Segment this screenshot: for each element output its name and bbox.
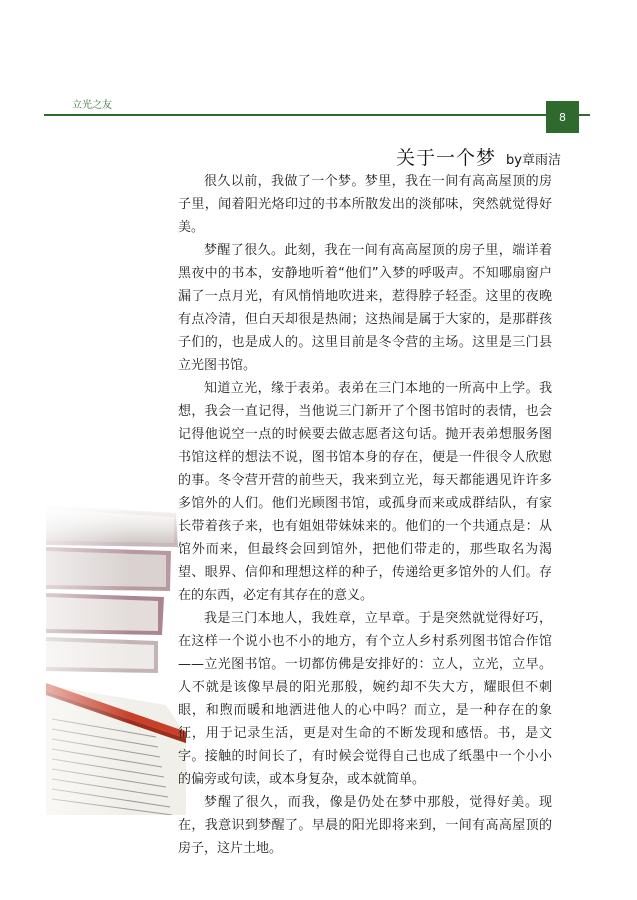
article-byline: by章雨洁 <box>506 153 561 168</box>
books-and-pencil-photo <box>46 505 186 815</box>
article-body <box>178 170 552 860</box>
article-paragraph: 我是三门本地人，我姓章，立早章。于是突然就觉得好巧，在这样一个说小也不小的地方，有个立人乡村系列图书馆合作馆——立光图书馆。一切都仿佛是安排好的：立人，立光，立早。人不就是该像早晨的阳光那般，婉约却不失大方，耀眼但不刺眼，和煦而暖和地洒进他人的心中吗？而立，是一种存在的象征，用于记录生活，更是对生命的不断发现和感悟。书，是文字。接触的时间长了，有时候会觉得自己也成了纸墨中一个小小的偏旁或句读，或本身复杂，或本就简单。 <box>178 611 552 787</box>
article-title: 关于一个梦 <box>396 147 497 169</box>
books-illustration <box>46 505 186 815</box>
article-title-line <box>396 143 561 170</box>
page-number: 8 <box>559 110 566 124</box>
header-section-label: 立光之友 <box>72 100 112 111</box>
article-paragraph: 梦醒了很久，而我，像是仍处在梦中那般，觉得好美。现在，我意识到梦醒了。早晨的阳光即将来到，一间有高高屋顶的房子，这片土地。 <box>178 795 552 856</box>
article-paragraph: 梦醒了很久。此刻，我在一间有高高屋顶的房子里，端详着黑夜中的书本，安静地听着“他们”入梦的呼吸声。不知哪扇窗户漏了一点月光，有风悄悄地吹进来，惹得脖子轻歪。这里的夜晚有点冷清，但白天却很是热闹；这热闹是属于大家的，是那群孩子们的，也是成人的。这里目前是冬令营的主场。这里是三门县立光图书馆。 <box>178 243 552 373</box>
article-paragraph: 很久以前，我做了一个梦。梦里，我在一间有高高屋顶的房子里，闻着阳光烙印过的书本所散发出的淡郁味，突然就觉得好美。 <box>178 174 552 235</box>
header-rule <box>44 114 590 116</box>
page-number-badge <box>546 101 579 133</box>
article-paragraph: 知道立光，缘于表弟。表弟在三门本地的一所高中上学。我想，我会一直记得，当他说三门新开了个图书馆时的表情，也会记得他说空一点的时候要去做志愿者这句话。抛开表弟想服务图书馆这样的想法不说，图书馆本身的存在，便是一件很令人欣慰的事。冬令营开营的前些天，我来到立光，每天都能遇见许许多多馆外的人们。他们光顾图书馆，或孤身而来或成群结队，有家长带着孩子来，也有姐姐带妹妹来的。他们的一个共通点是：从馆外而来，但最终会回到馆外，把他们带走的，那些取名为渴望、眼界、信仰和理想这样的种子，传递给更多馆外的人们。存在的东西，必定有其存在的意义。 <box>178 381 552 603</box>
